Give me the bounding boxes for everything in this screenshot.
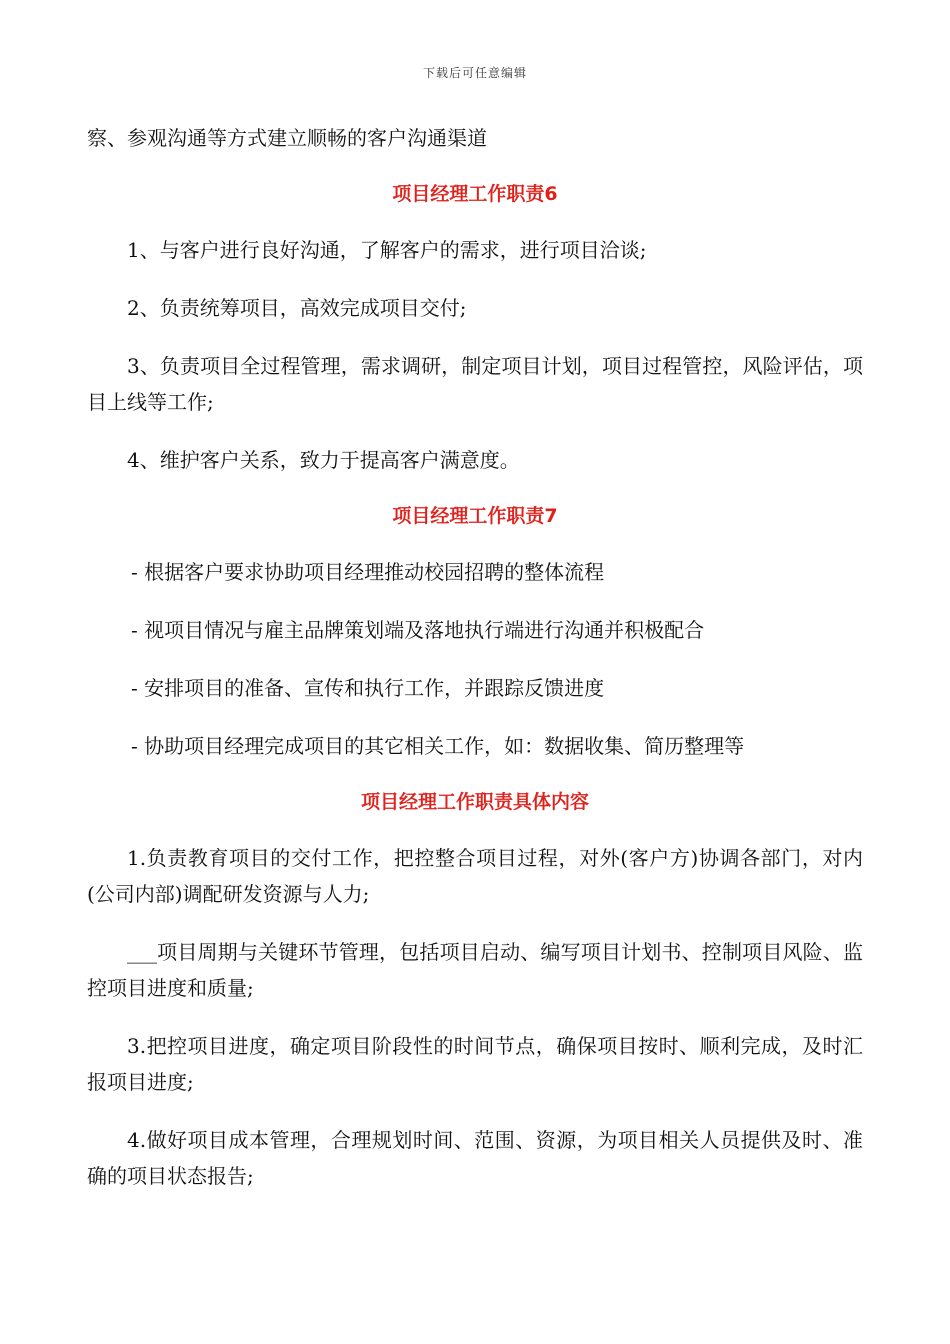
section-7-item-2: - 视项目情况与雇主品牌策划端及落地执行端进行沟通并积极配合 [131,618,705,642]
intro-continuation: 察、参观沟通等方式建立顺畅的客户沟通渠道 [87,126,487,150]
section-6-item-3: 3、负责项目全过程管理，需求调研，制定项目计划，项目过程管控，风险评估，项目上线等工作; [87,354,863,414]
section-detail-item-2: ___项目周期与关键环节管理，包括项目启动、编写项目计划书、控制项目风险、监控项目进度和质量; [87,940,863,1000]
section-7-title: 项目经理工作职责7 [392,505,558,527]
document-body [87,120,863,1194]
section-7-item-4: - 协助项目经理完成项目的其它相关工作，如：数据收集、简历整理等 [131,734,745,758]
section-detail-item-1: 1.负责教育项目的交付工作，把控整合项目过程，对外(客户方)协调各部门，对内(公司内部)调配研发资源与人力; [87,846,863,906]
section-6-item-4: 4、维护客户关系，致力于提高客户满意度。 [127,448,520,472]
section-7-item-1: - 根据客户要求协助项目经理推动校园招聘的整体流程 [131,560,605,584]
section-6-title: 项目经理工作职责6 [392,183,558,205]
section-detail-item-3: 3.把控项目进度，确定项目阶段性的时间节点，确保项目按时、顺利完成，及时汇报项目进度; [87,1034,863,1094]
section-6-item-1: 1、与客户进行良好沟通，了解客户的需求，进行项目洽谈; [127,238,647,262]
section-6-item-2: 2、负责统筹项目，高效完成项目交付; [127,296,467,320]
section-7-item-3: - 安排项目的准备、宣传和执行工作，并跟踪反馈进度 [131,676,605,700]
page-header-note: 下载后可任意编辑 [422,66,527,80]
section-detail-title: 项目经理工作职责具体内容 [360,791,589,813]
section-detail-item-4: 4.做好项目成本管理，合理规划时间、范围、资源，为项目相关人员提供及时、准确的项目状态报告; [87,1128,863,1188]
